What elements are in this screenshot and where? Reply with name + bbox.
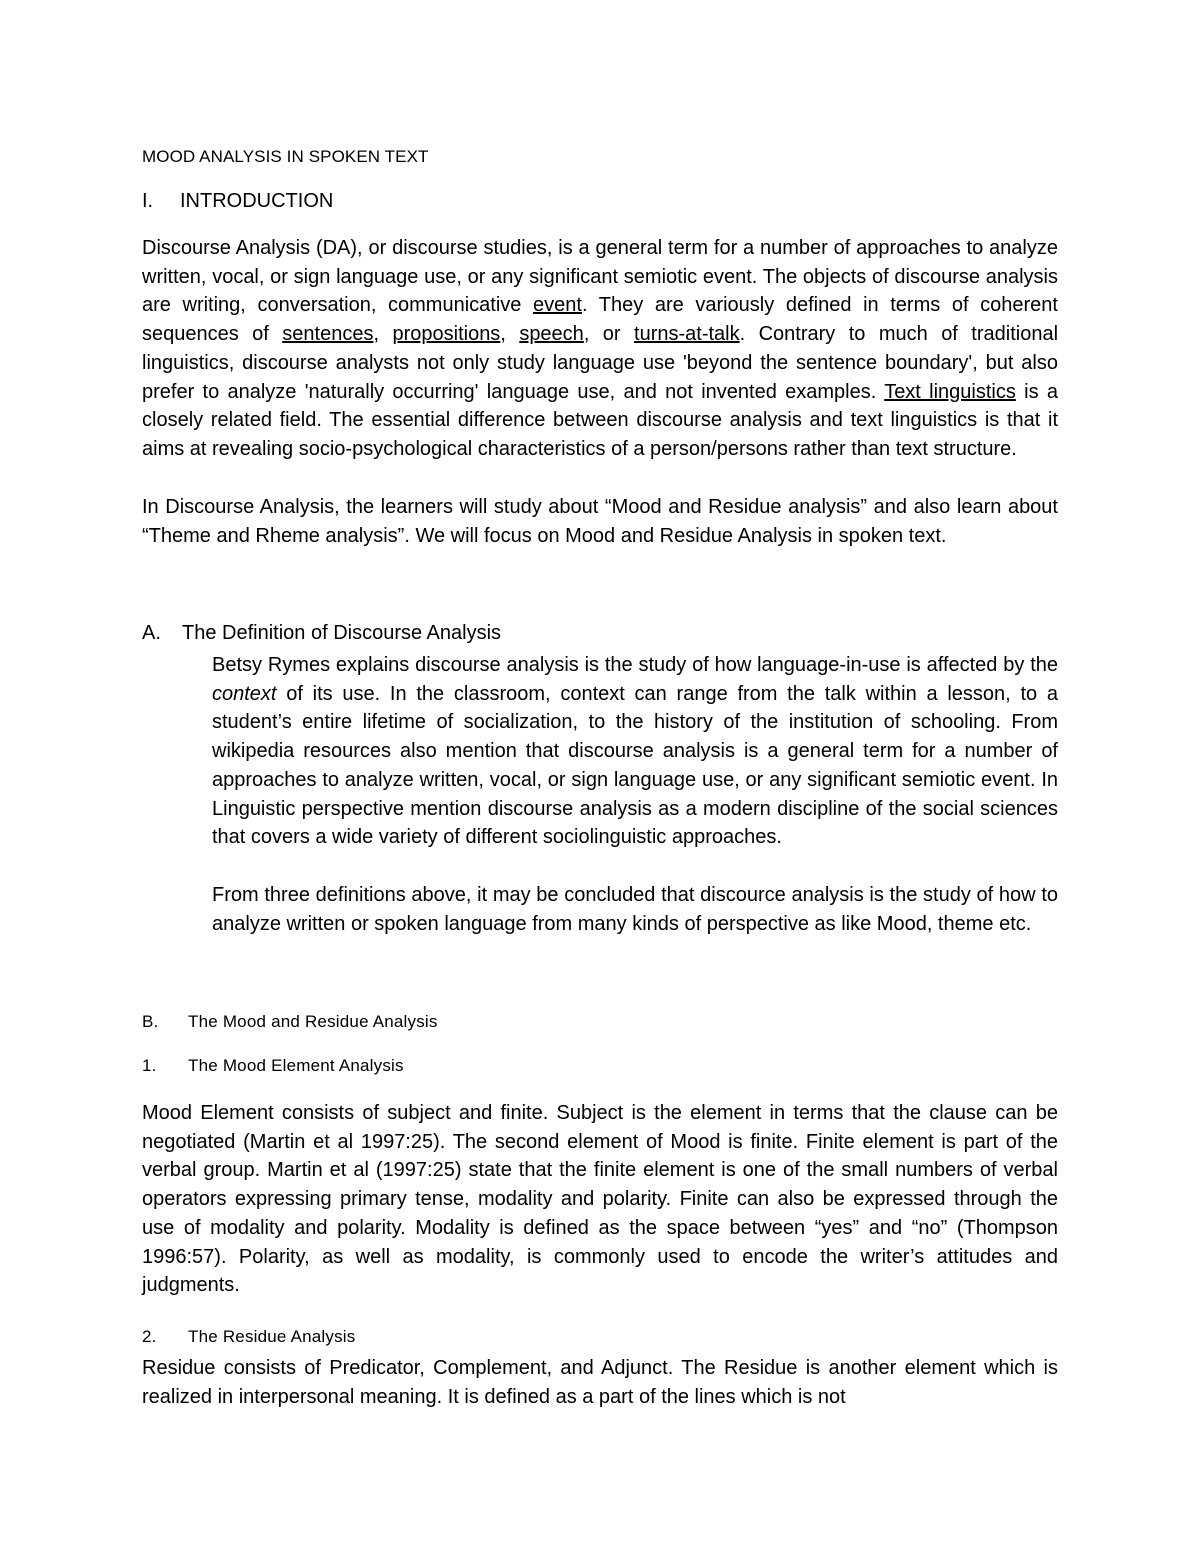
definition-conclusion-paragraph: From three definitions above, it may be concluded that discource analysis is the study of how to analyze written or spoken language from many kinds of perspective as like Mood, theme etc.: [212, 884, 1058, 935]
subheading-title: The Mood and Residue Analysis: [188, 1012, 438, 1031]
residue-paragraph: Residue consists of Predicator, Complement, and Adjunct. The Residue is another element which is realized in interpersonal meaning. It is defined as a part of the lines which is not: [142, 1357, 1058, 1408]
link-speech[interactable]: speech: [519, 323, 584, 346]
subheading-definition: [142, 622, 501, 645]
text-run: . Contrary to much of traditional linguistics, discourse analysts not only study language use 'beyond the sentence boundary', but also prefer to analyze 'naturally occurring' language use, and not invented examples.: [142, 323, 1059, 403]
subheading-number: B.: [142, 1012, 159, 1031]
link-propositions[interactable]: propositions: [392, 323, 501, 346]
document-title: MOOD ANALYSIS IN SPOKEN TEXT: [142, 147, 429, 166]
subheading-mood-residue: [142, 1012, 438, 1032]
subheading-title: The Mood Element Analysis: [188, 1056, 404, 1075]
subheading-number: A.: [142, 622, 161, 644]
subheading-number: 2.: [142, 1327, 157, 1346]
link-sentences[interactable]: sentences: [282, 323, 374, 346]
subheading-residue: [142, 1327, 355, 1347]
text-run: ,: [373, 323, 393, 346]
link-text-linguistics[interactable]: Text linguistics: [884, 380, 1016, 403]
introduction-paragraph-2: In Discourse Analysis, the learners will study about “Mood and Residue analysis” and also learn about “Theme and Rheme analysis”. We will focus on Mood and Residue Analysis in spoken text.: [142, 496, 1058, 547]
definition-paragraph: [212, 651, 1058, 852]
text-run: ,: [500, 323, 520, 346]
section-number: I.: [142, 190, 154, 212]
text-run: , or: [583, 323, 635, 346]
emphasis-context: context: [212, 682, 277, 705]
subheading-mood-element: [142, 1056, 404, 1076]
mood-element-paragraph: Mood Element consists of subject and finite. Subject is the element in terms that the clause can be negotiated (Martin et al 1997:25). The second element of Mood is finite. Finite element is part of the verbal group. Martin et al (1997:25) state that the finite element is one of the small numbers of verbal operators expressing primary tense, modality and polarity. Finite can also be expressed through the use of modality and polarity. Modality is defined as the space between “yes” and “no” (Thompson 1996:57). Polarity, as well as modality, is commonly used to encode the writer’s attitudes and judgments.: [142, 1102, 1058, 1297]
section-heading-introduction: [142, 190, 333, 213]
subheading-title: The Definition of Discourse Analysis: [182, 622, 502, 644]
text-run: . They are variously defined in terms of coherent sequences of: [142, 294, 1058, 346]
section-title: INTRODUCTION: [180, 190, 334, 212]
subheading-number: 1.: [142, 1056, 157, 1075]
link-event[interactable]: event: [533, 294, 582, 317]
link-turns-at-talk[interactable]: turns-at-talk: [634, 323, 740, 346]
text-run: is a closely related field. The essential difference between discourse analysis and text linguistics is that it aims at revealing socio-psychological characteristics of a person/persons rather than text structure.: [142, 380, 1058, 460]
text-run: Discourse Analysis (DA), or discourse studies, is a general term for a number of approaches to analyze written, vocal, or sign language use, or any significant semiotic event. The objects of discourse analysis are writing, conversation, communicative: [142, 237, 1058, 317]
introduction-paragraph: [142, 234, 1058, 464]
subheading-title: The Residue Analysis: [188, 1327, 356, 1346]
text-run: Betsy Rymes explains discourse analysis is the study of how language-in-use is affected by the: [212, 654, 1058, 676]
text-run: of its use. In the classroom, context can range from the talk within a lesson, to a student’s entire lifetime of socialization, to the history of the institution of schooling. From wikipedia resources also mention that discourse analysis is a general term for a number of approaches to analyze written, vocal, or sign language use, or any significant semiotic event. In Linguistic perspective mention discourse analysis as a modern discipline of the social sciences that covers a wide variety of different sociolinguistic approaches.: [212, 682, 1058, 849]
